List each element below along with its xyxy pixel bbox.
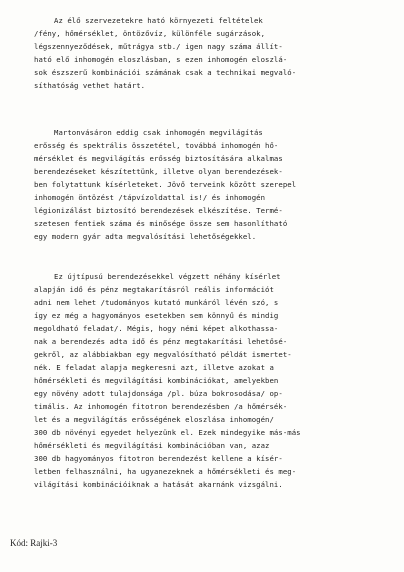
paragraph-3-line-8: nék. E feladat alapja megkeresni azt, illetve azokat a	[34, 363, 274, 372]
paragraph-2-line-9: egy modern gyár adta megvalósítási lehetőségekkel.	[34, 232, 257, 241]
paragraph-1-line-6: síthatóság vethet határt.	[34, 81, 146, 90]
paragraph-3-line-11: timális. Az inhomogén fitotron berendezésben /a hőmérsék-	[34, 402, 288, 411]
paragraph-2-line-7: légionizálást biztosító berendezések elkészítése. Termé-	[34, 206, 283, 215]
paragraph-3-line-5: megoldható feladat/. Mégis, hogy némi képet alkothassa-	[34, 324, 279, 333]
paragraph-3-line-3: adni nem lehet /tudományos kutató munkáról lévén szó, s	[34, 298, 279, 307]
paragraph-3-line-12: let és a megvilágítás erősségének eloszlása inhomogén/	[34, 415, 274, 424]
paragraph-3-line-13: 300 db növényi egyedet helyezünk el. Ezek mindegyike más-más	[34, 428, 301, 437]
paragraph-1-line-5: sok észszerű kombinációi számának csak a technikai megvaló-	[34, 68, 297, 77]
paragraph-1-line-4: ható elő inhomogén eloszlásban, s ezen inhomogén eloszlá-	[34, 55, 288, 64]
paragraph-3-line-2: alapján idő és pénz megtakarításról reális információt	[34, 285, 274, 294]
document-code-label: Kód: Rajki-3	[10, 538, 58, 548]
paragraph-2-line-6: inhomogén öntözést /tápvízoldattal is!/ és inhomogén	[34, 193, 266, 202]
paragraph-3-line-15: 300 db hagyományos fitotron berendezést kellene a kísér-	[34, 454, 283, 463]
paragraph-3-line-14: hőmérsékleti és megvilágítási kombinációban van, azaz	[34, 441, 270, 450]
paragraph-2-line-1: Martonvásáron eddig csak inhomogén megvilágítás	[54, 128, 263, 137]
paragraph-1-line-3: légszennyeződések, műtrágya stb./ igen nagy száma állít-	[34, 42, 283, 51]
paragraph-2-line-3: mérséklet és megvilágítás erősség biztosítására alkalmas	[34, 154, 283, 163]
paragraph-3-line-17: világítási kombinációiknak a hatását akarnánk vizsgálni.	[34, 480, 283, 489]
paragraph-3-line-6: nak a berendezés adta idő és pénz megtakarítási lehetősé-	[34, 337, 288, 346]
paragraph-2-line-2: erősség és spektrális összetétel, továbbá inhomogén hő-	[34, 141, 279, 150]
paragraph-2-line-4: berendezéseket készítettünk, illetve olyan berendezések-	[34, 167, 283, 176]
paragraph-3-line-16: letben felhasználni, ha ugyanezeknek a hőmérsékleti és meg-	[34, 467, 297, 476]
paragraph-3-line-7: gekről, az alábbiakban egy megvalósítható példát ismertet-	[34, 350, 292, 359]
paragraph-2-line-5: ben folytattunk kísérleteket. Jövő terveink között szerepel	[34, 180, 297, 189]
paragraph-3-line-1: Ez újtípusú berendezésekkel végzett néhány kísérlet	[54, 272, 281, 281]
paragraph-3-line-10: egy növény adott tulajdonsága /pl. búza bokrosodása/ op-	[34, 389, 283, 398]
paragraph-1-line-1: Az élő szervezetekre ható környezeti feltételek	[54, 16, 263, 25]
paragraph-2-line-8: szetesen fentiek száma és minősége össze sem hasonlítható	[34, 219, 288, 228]
paragraph-3-line-4: így ez még a hagyományos esetekben sem könnyű és mindig	[34, 311, 279, 320]
paragraph-3-line-9: hőmérsékleti és megvilágítási kombinációkat, amelyekben	[34, 376, 279, 385]
paragraph-1-line-2: /fény, hőmérséklet, öntözővíz, különféle sugárzások,	[34, 29, 266, 38]
